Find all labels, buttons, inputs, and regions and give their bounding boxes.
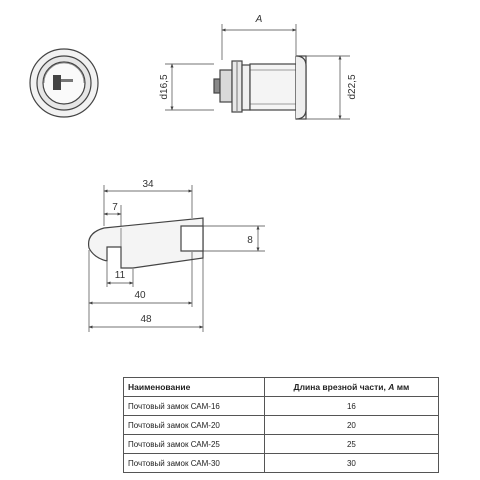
header-length-unit: мм [394, 382, 410, 392]
dimension-48-label: 48 [140, 314, 152, 325]
header-length-prefix: Длина врезной части, [293, 382, 389, 392]
lock-face-view [30, 49, 98, 117]
dimension-d16-5-label: d16,5 [159, 74, 170, 100]
header-name: Наименование [124, 378, 265, 397]
row-length: 30 [264, 454, 438, 473]
header-length [264, 378, 438, 397]
dimension-34-label: 34 [142, 179, 154, 190]
header-length-var: А [388, 382, 395, 392]
row-name: Почтовый замок САМ-30 [124, 454, 265, 473]
spec-table [123, 377, 439, 473]
keyhole-icon [53, 75, 61, 90]
row-name: Почтовый замок САМ-16 [124, 397, 265, 416]
spec-table-header-row [124, 378, 439, 397]
dimension-d16-5 [165, 64, 214, 110]
dimension-a-label: A [255, 14, 263, 25]
row-length: 25 [264, 435, 438, 454]
row-length: 16 [264, 397, 438, 416]
dimension-8-label: 8 [247, 235, 253, 246]
row-length: 20 [264, 416, 438, 435]
dimension-a [222, 24, 296, 60]
row-name: Почтовый замок САМ-20 [124, 416, 265, 435]
cam-plate [89, 218, 203, 268]
table-row [124, 416, 439, 435]
dimension-11-label: 11 [114, 270, 126, 281]
table-row [124, 435, 439, 454]
lock-side-view [214, 56, 306, 119]
table-row [124, 397, 439, 416]
table-row [124, 454, 439, 473]
dimension-d22-5-label: d22,5 [347, 74, 358, 100]
dimension-40-label: 40 [134, 290, 146, 301]
row-name: Почтовый замок САМ-25 [124, 435, 265, 454]
dimension-7-label: 7 [112, 202, 118, 213]
dimension-d22-5 [306, 56, 350, 119]
